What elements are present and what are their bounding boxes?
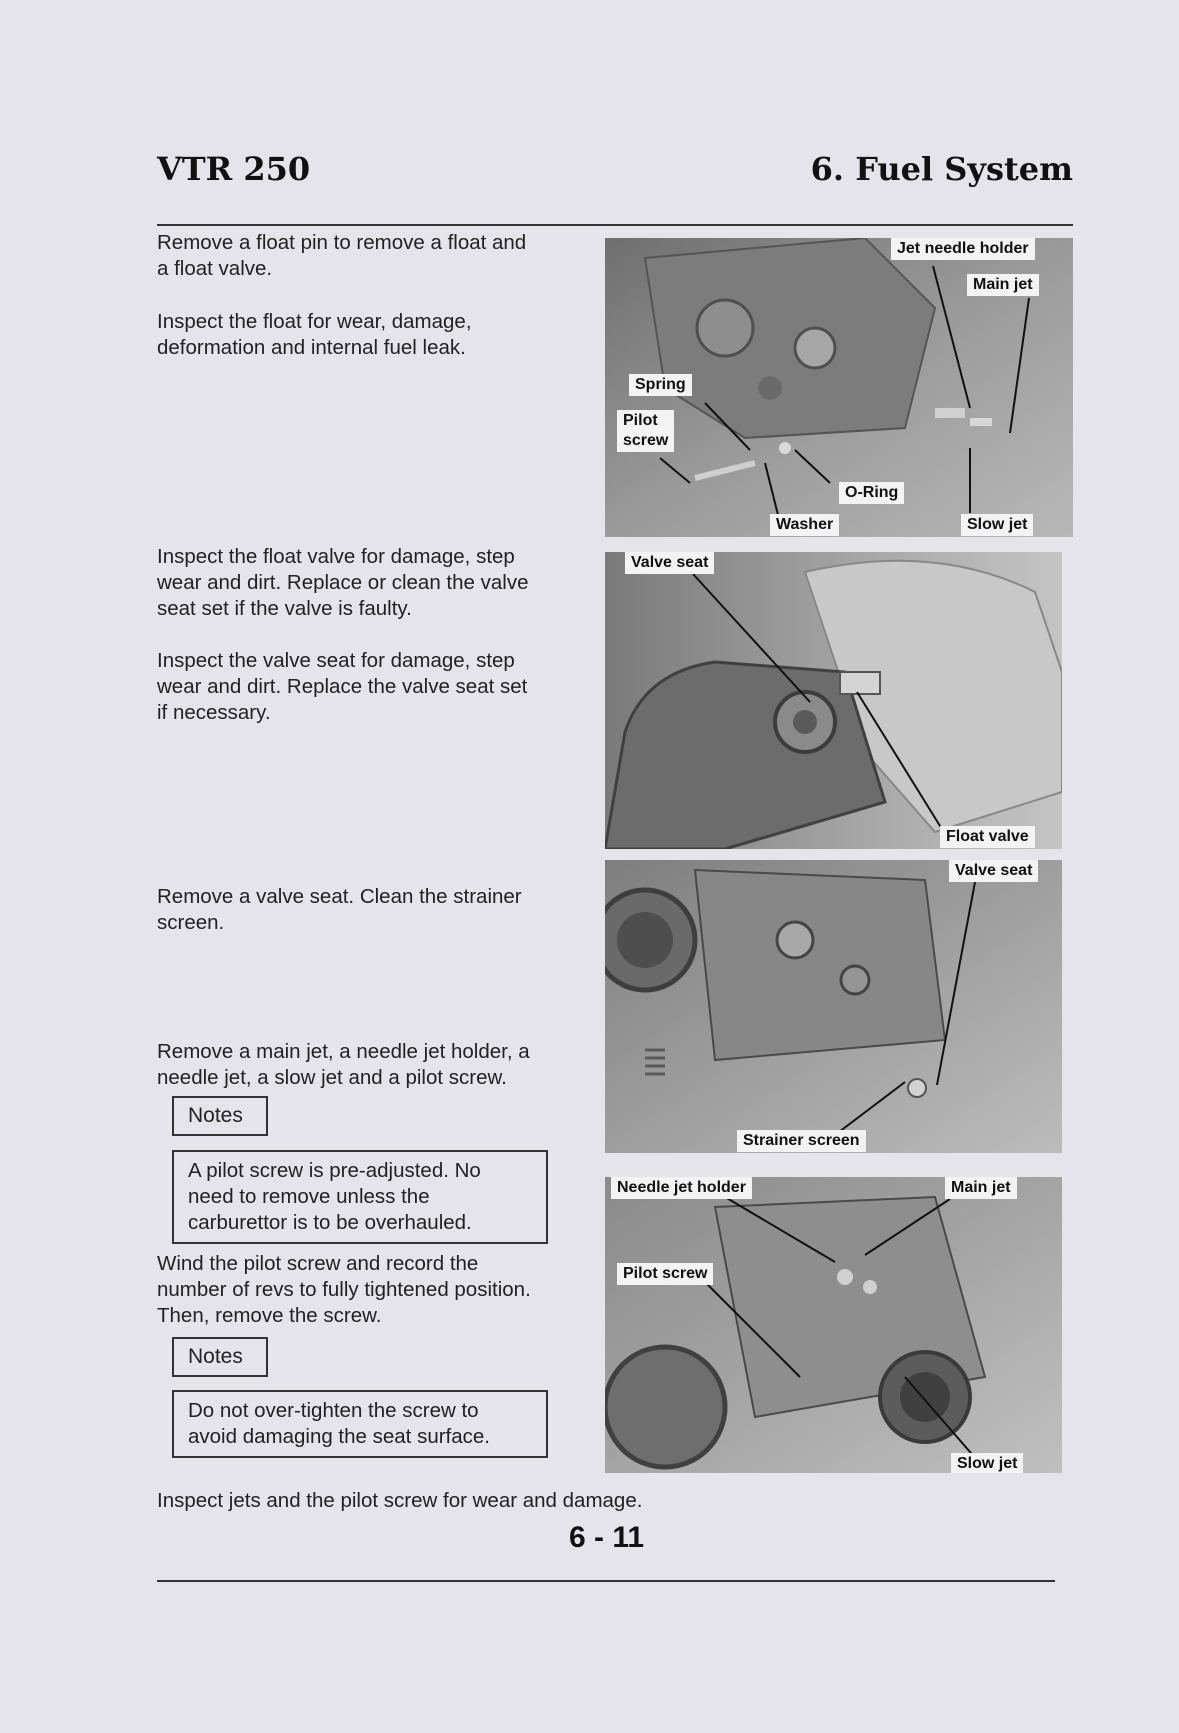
notes-label-2: Notes	[172, 1337, 268, 1377]
header-rule	[157, 224, 1073, 226]
paragraph-remove-jets: Remove a main jet, a needle jet holder, a needle jet, a slow jet and a pilot screw.	[157, 1040, 530, 1089]
carburettor-parts-photo	[605, 238, 1073, 537]
label-washer: Washer	[770, 514, 839, 536]
notes-text-1: A pilot screw is pre-adjusted. No need to remove unless the carburettor is to be overhauled.	[172, 1150, 548, 1244]
label-needle-jet-holder: Needle jet holder	[611, 1177, 752, 1199]
footer-rule	[157, 1580, 1055, 1582]
paragraph-inspect-float: Inspect the float for wear, damage, deformation and internal fuel leak.	[157, 310, 472, 359]
valve-seat-strainer-photo	[605, 860, 1062, 1153]
page-number: 6 - 11	[569, 1521, 645, 1554]
paragraph-inspect-float-valve: Inspect the float valve for damage, step wear and dirt. Replace or clean the valve seat set if the valve is faulty.	[157, 545, 529, 620]
label-pilot-screw-2: Pilot screw	[617, 1263, 713, 1285]
label-jet-needle-holder: Jet needle holder	[891, 238, 1035, 260]
jets-pilot-screw-photo	[605, 1177, 1062, 1473]
label-spring: Spring	[629, 374, 692, 396]
paragraph-wind-pilot-screw: Wind the pilot screw and record the number of revs to fully tightened position. Then, remove the screw.	[157, 1252, 531, 1327]
label-slow-jet-2: Slow jet	[951, 1453, 1023, 1473]
notes-label-1: Notes	[172, 1096, 268, 1136]
section-title: 6. Fuel System	[810, 150, 1073, 188]
label-slow-jet: Slow jet	[961, 514, 1033, 536]
label-valve-seat-2: Valve seat	[949, 860, 1038, 882]
label-pilot-screw: Pilot screw	[617, 410, 674, 452]
label-main-jet: Main jet	[967, 274, 1039, 296]
paragraph-inspect-valve-seat: Inspect the valve seat for damage, step wear and dirt. Replace the valve seat set if necessary.	[157, 649, 528, 724]
notes-text-2: Do not over-tighten the screw to avoid damaging the seat surface.	[172, 1390, 548, 1458]
label-valve-seat: Valve seat	[625, 552, 714, 574]
paragraph-inspect-jets: Inspect jets and the pilot screw for wear and damage.	[157, 1489, 643, 1512]
paragraph-remove-float: Remove a float pin to remove a float and a float valve.	[157, 231, 527, 280]
float-valve-photo	[605, 552, 1062, 849]
model-title: VTR 250	[157, 150, 311, 188]
paragraph-remove-valve-seat: Remove a valve seat. Clean the strainer screen.	[157, 885, 522, 934]
label-strainer-screen: Strainer screen	[737, 1130, 866, 1152]
label-main-jet-2: Main jet	[945, 1177, 1017, 1199]
label-float-valve: Float valve	[940, 826, 1035, 848]
label-o-ring: O-Ring	[839, 482, 904, 504]
